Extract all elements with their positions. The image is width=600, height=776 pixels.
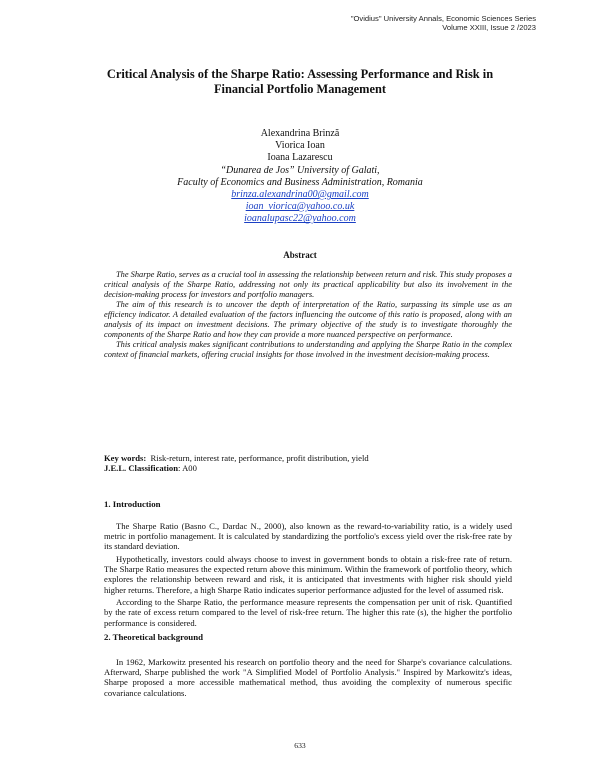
abstract-paragraph: This critical analysis makes significant contributions to understanding and applying the Sharpe Ratio in the complex context of financial markets, offering crucial insights for those involved in the investment decision-making process. [104, 340, 512, 360]
body-paragraph: The Sharpe Ratio (Basno C., Dardac N., 2000), also known as the reward-to-variability ratio, is a widely used metric in portfolio management. It is calculated by standardizing the portfolio's excess yield over the risk-free rate by its standard deviation. [104, 521, 512, 552]
theoretical-body [104, 657, 512, 700]
abstract-paragraph: The aim of this research is to uncover the depth of interpretation of the Ratio, surpassing its simple use as an efficiency indicator. A detailed evaluation of the factors influencing the outcome of this ratio is proposed, along with an analysis of its impact on investment decisions. The primary objective of the study is to investigate thoroughly the components of the Sharpe Ratio and how they can provide a more nuanced perspective on performance. [104, 300, 512, 340]
body-paragraph: In 1962, Markowitz presented his research on portfolio theory and the need for Sharpe's covariance calculations. Afterward, Sharpe published the work "A Simplified Model of Portfolio Analysis." Inspired by Markowitz's ideas, Sharpe proposed a more accessible mathematical method, thus avoiding the complexity of numerous specific covariance calculations. [104, 657, 512, 698]
keywords-block [104, 453, 524, 473]
author-name: Viorica Ioan [275, 140, 325, 152]
journal-series: "Ovidius" University Annals, Economic Sciences Series [350, 14, 536, 23]
journal-header [351, 14, 536, 32]
author-block [100, 128, 500, 226]
jel-line [104, 463, 524, 473]
body-paragraph: According to the Sharpe Ratio, the performance measure represents the compensation per unit of risk. Quantified by the rate of excess return compared to the level of risk-free return. The higher this rate (s), the higher the portfolio performance is considered. [104, 597, 512, 628]
jel-value: : A00 [178, 463, 197, 474]
page-number: 633 [294, 741, 306, 750]
author-email-link[interactable]: ioan_viorica@yahoo.co.uk [245, 201, 355, 213]
author-name: Alexandrina Brinză [260, 128, 340, 139]
keywords-value: Risk-return, interest rate, performance, profit distribution, yield [150, 453, 369, 463]
author-email-link[interactable]: ioanalupasc22@yahoo.com [244, 213, 356, 225]
author-university: “Dunarea de Jos” University of Galati, [220, 164, 380, 176]
keywords-label: Key words: [104, 453, 147, 463]
paper-title-line: Critical Analysis of the Sharpe Ratio: Assessing Performance and Risk in [106, 67, 494, 81]
jel-label: J.E.L. Classification [104, 463, 179, 474]
introduction-body [104, 521, 512, 630]
author-email-link[interactable]: brinza.alexandrina00@gmail.com [231, 189, 369, 201]
abstract-body [104, 270, 512, 360]
author-faculty: Faculty of Economics and Business Administration, Romania [177, 176, 423, 188]
author-name: Ioana Lazarescu [267, 152, 333, 164]
paper-title [80, 67, 520, 96]
abstract-paragraph: The Sharpe Ratio, serves as a crucial tool in assessing the relationship between return and risk. This study proposes a critical analysis of the Sharpe Ratio, addressing not only its practical applicability but also its involvement in the decision-making process for investors and portfolio managers. [104, 270, 512, 300]
abstract-heading: Abstract [283, 250, 317, 260]
paper-title-line: Financial Portfolio Management [213, 81, 387, 96]
body-paragraph: Hypothetically, investors could always choose to invest in government bonds to obtain a risk-free rate of return. The Sharpe Ratio measures the expected return above this minimum. Within the framework of portfolio theory, which explores the relationship between reward and risk, it is anticipated that investments with higher risk should yield higher returns. Therefore, a high Sharpe Ratio indicates superior performance adjusted for the level of assumed risk. [104, 554, 512, 595]
keywords-line [104, 453, 524, 463]
journal-volume: Volume XXIII, Issue 2 /2023 [442, 23, 536, 32]
section-heading-introduction: 1. Introduction [104, 499, 161, 509]
section-heading-theoretical: 2. Theoretical background [104, 632, 203, 642]
